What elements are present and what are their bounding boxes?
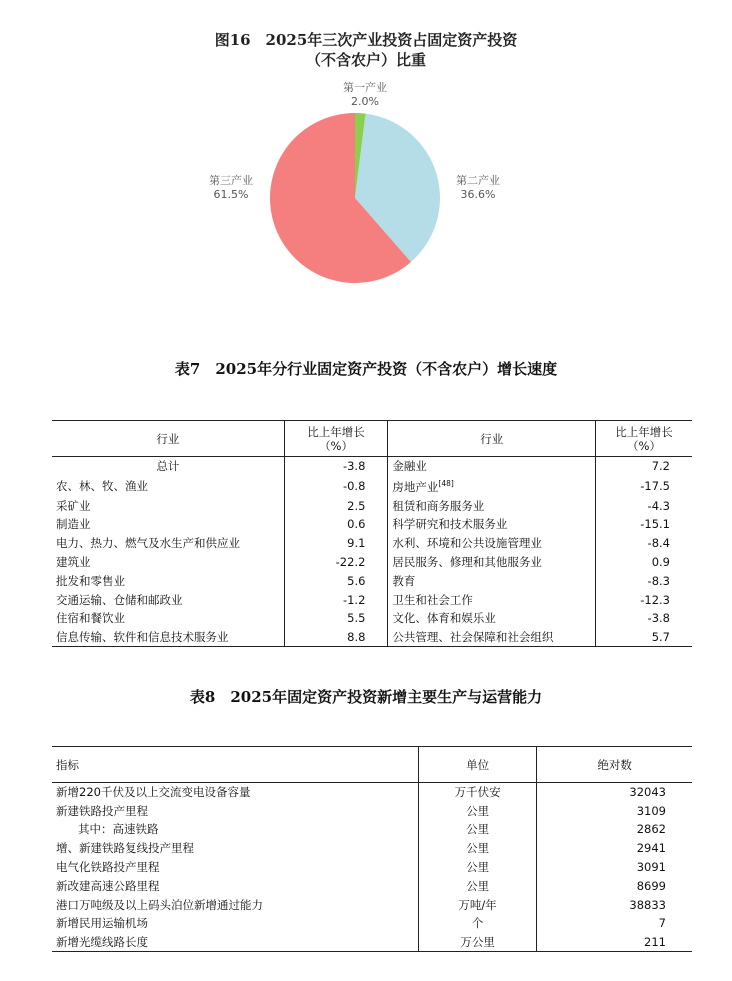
table8-caption: 表8 2025年固定资产投资新增主要生产与运营能力 [189,688,543,706]
cell-unit: 公里 [419,820,537,839]
cell-growth-left [284,496,388,515]
cell-industry-right [388,609,596,628]
cell-absolute-value: 32043 [629,785,666,800]
table-row [52,895,692,914]
growth-right-text: -8.4 [647,536,670,551]
table-header-row [52,747,692,783]
cell-industry-left [52,457,284,476]
industry-left-text: 信息传输、软件和信息技术服务业 [56,630,229,645]
table-row [52,553,692,572]
industry-right-text: 文化、体育和娱乐业 [392,611,496,626]
industry-right-text: 租赁和商务服务业 [392,498,485,513]
industry-left-text: 交通运输、仓储和邮政业 [56,592,183,607]
cell-industry-right [388,457,596,476]
cell-unit: 公里 [419,839,537,858]
growth-right-text: -15.1 [640,517,670,532]
growth-left-text: 8.8 [347,630,366,645]
industry-left-text: 电力、热力、燃气及水生产和供应业 [56,536,240,551]
cell-unit: 个 [419,914,537,933]
cell-industry-left [52,571,284,590]
cell-growth-left [284,515,388,534]
cell-industry-left [52,628,284,647]
pie-label-tertiary-value: 61.5% [213,188,249,201]
cell-indicator: 增、新建铁路复线投产里程 [52,839,419,858]
cell-absolute-value: 3091 [636,860,666,875]
industry-right-text: 水利、环境和公共设施管理业 [392,536,542,551]
cell-absolute-value: 2862 [636,822,666,837]
growth-left-text: 5.6 [347,573,366,588]
cell-industry-right [388,496,596,515]
cell-absolute-value: 3109 [636,803,666,818]
growth-left-text: 0.6 [347,517,366,532]
growth-left-text: 2.5 [347,498,366,513]
table-row [52,933,692,952]
growth-right-text: -8.3 [647,573,670,588]
cell-industry-left [52,609,284,628]
table-row [52,820,692,839]
table-header-row [52,421,692,457]
cell-growth-right [596,457,692,476]
table-row [52,783,692,802]
cell-growth-right [596,534,692,553]
growth-left-text: -1.2 [342,592,366,607]
industry-right-text: 卫生和社会工作 [392,592,473,607]
pie-label-primary-name: 第一产业 [343,81,387,94]
cell-unit: 公里 [419,801,537,820]
cell-indicator: 港口万吨级及以上码头泊位新增通过能力 [52,895,419,914]
table-row [52,914,692,933]
pie-label-tertiary-name: 第三产业 [209,174,253,187]
table-row [52,496,692,515]
cell-unit: 万公里 [419,933,537,952]
cell-growth-right [596,590,692,609]
cell-industry-right [388,571,596,590]
growth-header-unit: （%） [319,438,353,453]
cell-growth-right [596,553,692,572]
cell-growth-left [284,457,388,476]
pie-label-primary-value: 2.0% [351,95,379,108]
cell-industry-left [52,496,284,515]
cell-industry-right [388,515,596,534]
col-header-unit: 单位 [419,747,537,783]
cell-indicator: 新增光缆线路长度 [52,933,419,952]
table7-caption: 表7 2025年分行业固定资产投资（不含农户）增长速度 [174,360,558,378]
growth-left-text: -3.8 [342,459,366,474]
table-row [52,457,692,476]
cell-industry-right [388,590,596,609]
cell-unit: 公里 [419,858,537,877]
cell-unit: 万千伏安 [419,783,537,802]
pie-chart [0,0,732,320]
figure-title-line2: （不含农户）比重 [305,51,426,69]
cell-growth-left [284,475,388,496]
growth-left-text: -0.8 [342,478,366,493]
capacity-table [52,746,692,952]
cell-indicator: 新建铁路投产里程 [52,801,419,820]
growth-header-unit: （%） [627,438,661,453]
cell-industry-right [388,553,596,572]
cell-absolute-value: 2941 [636,841,666,856]
industry-growth-table [52,420,692,647]
growth-right-text: -4.3 [647,498,670,513]
table-row [52,609,692,628]
cell-indicator: 新增民用运输机场 [52,914,419,933]
table-row [52,475,692,496]
cell-growth-left [284,553,388,572]
industry-right-text: 房地产业 [392,480,439,495]
cell-industry-left [52,590,284,609]
cell-indicator: 其中：高速铁路 [52,820,419,839]
table-row [52,534,692,553]
growth-right-text: 5.7 [651,630,670,645]
cell-growth-right [596,609,692,628]
cell-industry-left [52,515,284,534]
cell-industry-right [388,475,596,496]
industry-left-text: 农、林、牧、渔业 [56,478,148,493]
table-row [52,571,692,590]
cell-absolute-value: 211 [644,935,666,950]
col-header-absolute: 绝对数 [537,747,692,783]
industry-left-text: 采矿业 [56,498,91,513]
cell-growth-left [284,609,388,628]
cell-absolute-value: 7 [658,916,666,931]
cell-growth-left [284,628,388,647]
cell-growth-left [284,571,388,590]
table-row [52,839,692,858]
footnote-mark: [48] [438,479,454,489]
cell-unit: 万吨/年 [419,895,537,914]
growth-left-text: 9.1 [347,536,366,551]
col-header-growth-left [284,421,388,457]
industry-left-text: 住宿和餐饮业 [56,611,125,626]
cell-indicator: 电气化铁路投产里程 [52,858,419,877]
growth-right-text: -3.8 [647,611,670,626]
industry-right-text: 居民服务、修理和其他服务业 [392,555,542,570]
growth-right-text: -12.3 [640,592,670,607]
industry-right-text: 公共管理、社会保障和社会组织 [392,630,554,645]
cell-growth-right [596,496,692,515]
cell-growth-left [284,534,388,553]
growth-left-text: 5.5 [347,611,366,626]
table-row [52,515,692,534]
cell-growth-left [284,590,388,609]
table-row [52,590,692,609]
col-header-industry-left: 行业 [52,421,284,457]
industry-left-text: 建筑业 [56,555,91,570]
cell-unit: 公里 [419,876,537,895]
cell-industry-right [388,534,596,553]
cell-growth-right [596,571,692,590]
col-header-industry-right: 行业 [388,421,596,457]
growth-right-text: 7.2 [651,459,670,474]
cell-indicator: 新增220千伏及以上交流变电设备容量 [52,783,419,802]
pie-label-secondary-name: 第二产业 [456,174,500,187]
growth-left-text: -22.2 [335,555,366,570]
cell-growth-right [596,475,692,496]
col-header-indicator: 指标 [52,747,419,783]
growth-header-text: 比上年增长 [307,424,365,439]
growth-right-text: -17.5 [640,478,670,493]
industry-right-text: 教育 [392,573,416,588]
cell-absolute-value: 8699 [636,878,666,893]
cell-industry-left [52,553,284,572]
cell-indicator: 新改建高速公路里程 [52,876,419,895]
industry-left-text: 批发和零售业 [56,573,125,588]
industry-right-text: 科学研究和技术服务业 [392,517,508,532]
industry-left-text: 制造业 [56,517,91,532]
industry-right-text: 金融业 [392,459,427,474]
cell-growth-right [596,628,692,647]
cell-growth-right [596,515,692,534]
pie-label-secondary-value: 36.6% [460,188,496,201]
table-row [52,858,692,877]
figure-title-line1: 图16 2025年三次产业投资占固定资产投资 [214,31,518,49]
cell-industry-right [388,628,596,647]
cell-industry-left [52,475,284,496]
table-row [52,628,692,647]
industry-left-text: 总计 [156,459,180,474]
growth-header-text: 比上年增长 [615,424,673,439]
cell-industry-left [52,534,284,553]
col-header-growth-right [596,421,692,457]
growth-right-text: 0.9 [651,555,670,570]
table-row [52,876,692,895]
table-row [52,801,692,820]
cell-absolute-value: 38833 [629,897,666,912]
